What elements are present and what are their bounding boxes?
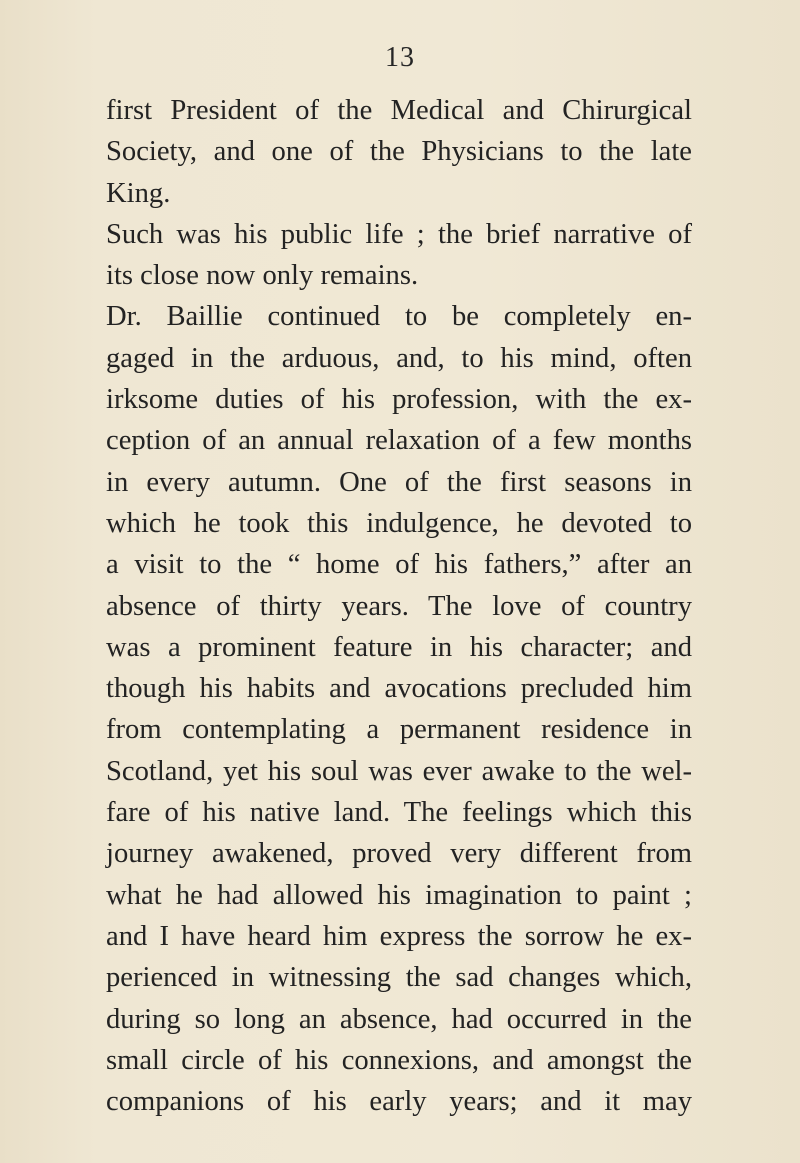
text-line: gaged in the arduous, and, to his mind, often	[106, 342, 692, 374]
text-line: absence of thirty years. The love of country	[106, 590, 692, 622]
text-line: irksome duties of his profession, with the ex-	[106, 384, 692, 416]
text-line: and I have heard him express the sorrow he ex-	[106, 920, 692, 952]
text-line: Society, and one of the Physicians to the late	[106, 136, 692, 168]
text-line: in every autumn. One of the first seasons in	[106, 466, 692, 498]
text-line: first President of the Medical and Chirurgical	[106, 95, 692, 126]
text-line: was a prominent feature in his character; and	[106, 631, 692, 663]
page-number: 13	[385, 42, 415, 73]
text-line: small circle of his connexions, and amongst the	[106, 1044, 692, 1076]
text-line: though his habits and avocations precluded him	[106, 673, 692, 705]
text-line: Such was his public life ; the brief narrative of	[106, 218, 692, 250]
text-line: companions of his early years; and it may	[106, 1086, 692, 1118]
text-line: perienced in witnessing the sad changes which,	[106, 962, 692, 994]
text-line: a visit to the “ home of his fathers,” after an	[106, 549, 692, 581]
text-line: ception of an annual relaxation of a few months	[106, 425, 692, 457]
text-line: journey awakened, proved very different from	[106, 838, 692, 870]
text-line: which he took this indulgence, he devoted to	[106, 507, 692, 539]
text-line: from contemplating a permanent residence in	[106, 714, 692, 746]
body-text	[106, 90, 692, 1122]
text-line: what he had allowed his imagination to paint ;	[106, 879, 692, 911]
text-line: fare of his native land. The feelings which this	[106, 797, 692, 829]
text-line: its close now only remains.	[106, 260, 419, 292]
text-line: Dr. Baillie continued to be completely en-	[106, 301, 692, 333]
text-line: Scotland, yet his soul was ever awake to the wel-	[106, 755, 692, 787]
text-line: during so long an absence, had occurred in the	[106, 1003, 692, 1035]
text-line: King.	[106, 177, 171, 209]
